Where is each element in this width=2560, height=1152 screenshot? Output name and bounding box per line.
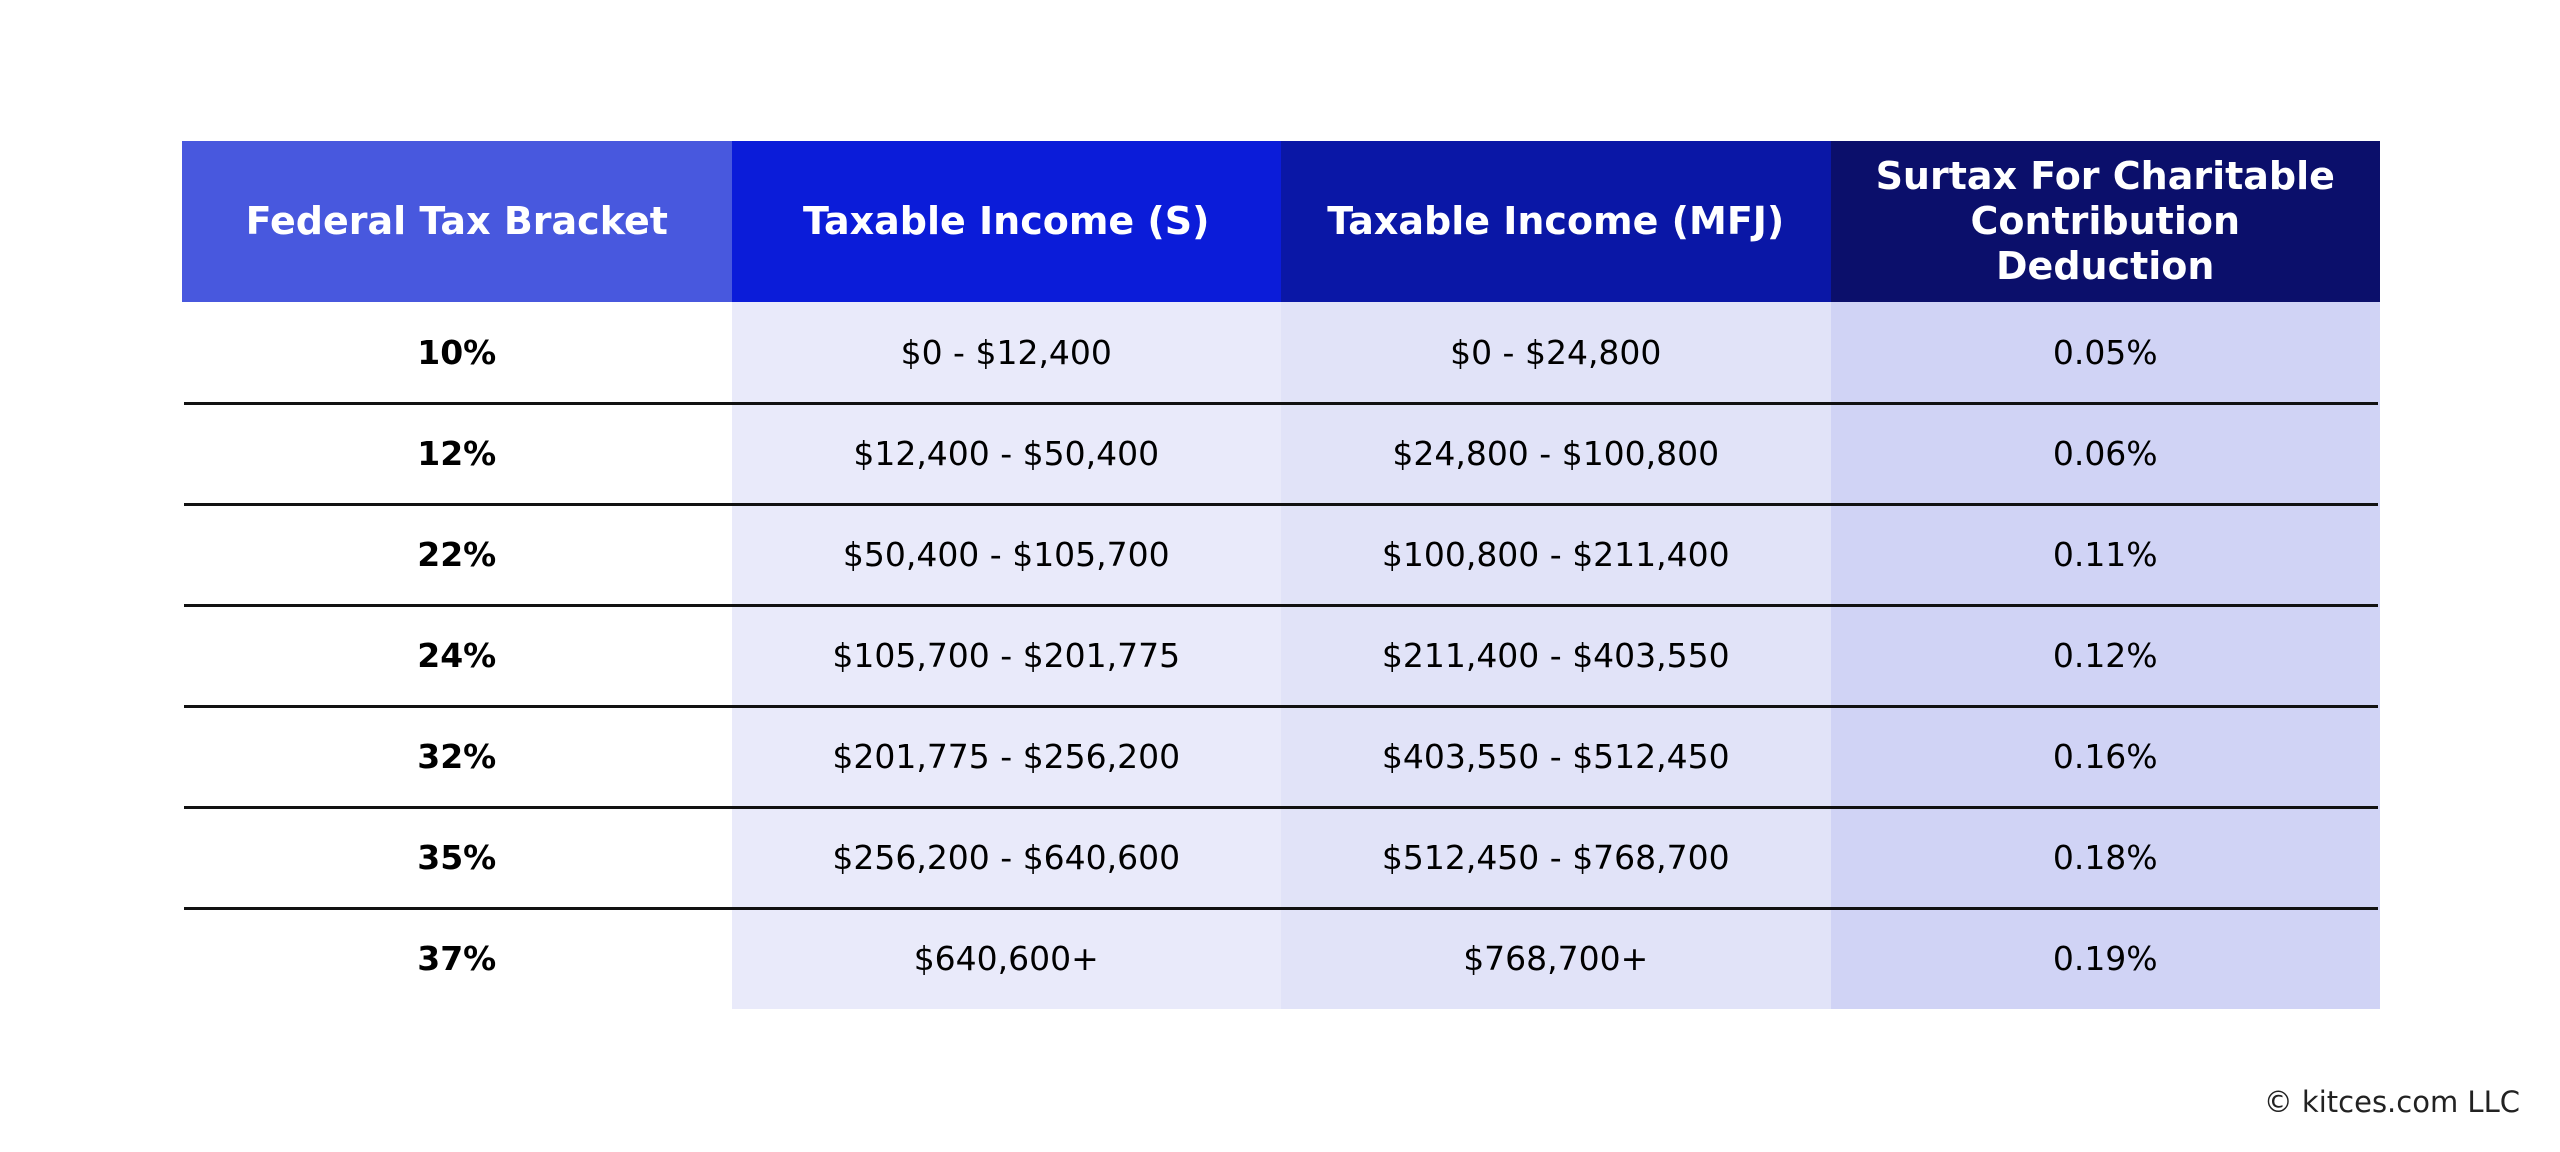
surtax-cell: 0.19%: [1831, 908, 2381, 1009]
table-row: [182, 504, 2380, 605]
income-single-cell: $640,600+: [732, 908, 1282, 1009]
table-row: [182, 302, 2380, 403]
surtax-cell: 0.12%: [1831, 605, 2381, 706]
income-single-cell: $256,200 - $640,600: [732, 807, 1282, 908]
surtax-cell: 0.06%: [1831, 403, 2381, 504]
surtax-cell: 0.16%: [1831, 706, 2381, 807]
income-mfj-cell: $24,800 - $100,800: [1281, 403, 1831, 504]
header-surtax: Surtax For Charitable Contribution Deduction: [1831, 141, 2381, 302]
bracket-cell: 24%: [182, 605, 732, 706]
income-mfj-cell: $768,700+: [1281, 908, 1831, 1009]
income-mfj-cell: $0 - $24,800: [1281, 302, 1831, 403]
income-mfj-cell: $403,550 - $512,450: [1281, 706, 1831, 807]
income-mfj-cell: $211,400 - $403,550: [1281, 605, 1831, 706]
table-row: [182, 403, 2380, 504]
surtax-cell: 0.11%: [1831, 504, 2381, 605]
surtax-cell: 0.05%: [1831, 302, 2381, 403]
tax-bracket-table: [182, 141, 2380, 1009]
table-header-row: [182, 141, 2380, 302]
income-mfj-cell: $100,800 - $211,400: [1281, 504, 1831, 605]
table-row: [182, 605, 2380, 706]
surtax-cell: 0.18%: [1831, 807, 2381, 908]
income-single-cell: $12,400 - $50,400: [732, 403, 1282, 504]
income-single-cell: $201,775 - $256,200: [732, 706, 1282, 807]
income-single-cell: $50,400 - $105,700: [732, 504, 1282, 605]
header-federal-tax-bracket: Federal Tax Bracket: [182, 141, 732, 302]
header-taxable-income-mfj: Taxable Income (MFJ): [1281, 141, 1831, 302]
bracket-cell: 10%: [182, 302, 732, 403]
table-row: [182, 706, 2380, 807]
copyright-notice: © kitces.com LLC: [2263, 1085, 2520, 1119]
table-row: [182, 807, 2380, 908]
income-single-cell: $105,700 - $201,775: [732, 605, 1282, 706]
bracket-cell: 12%: [182, 403, 732, 504]
bracket-cell: 35%: [182, 807, 732, 908]
income-mfj-cell: $512,450 - $768,700: [1281, 807, 1831, 908]
income-single-cell: $0 - $12,400: [732, 302, 1282, 403]
bracket-cell: 32%: [182, 706, 732, 807]
table-row: [182, 908, 2380, 1009]
bracket-cell: 22%: [182, 504, 732, 605]
header-taxable-income-single: Taxable Income (S): [732, 141, 1282, 302]
bracket-cell: 37%: [182, 908, 732, 1009]
